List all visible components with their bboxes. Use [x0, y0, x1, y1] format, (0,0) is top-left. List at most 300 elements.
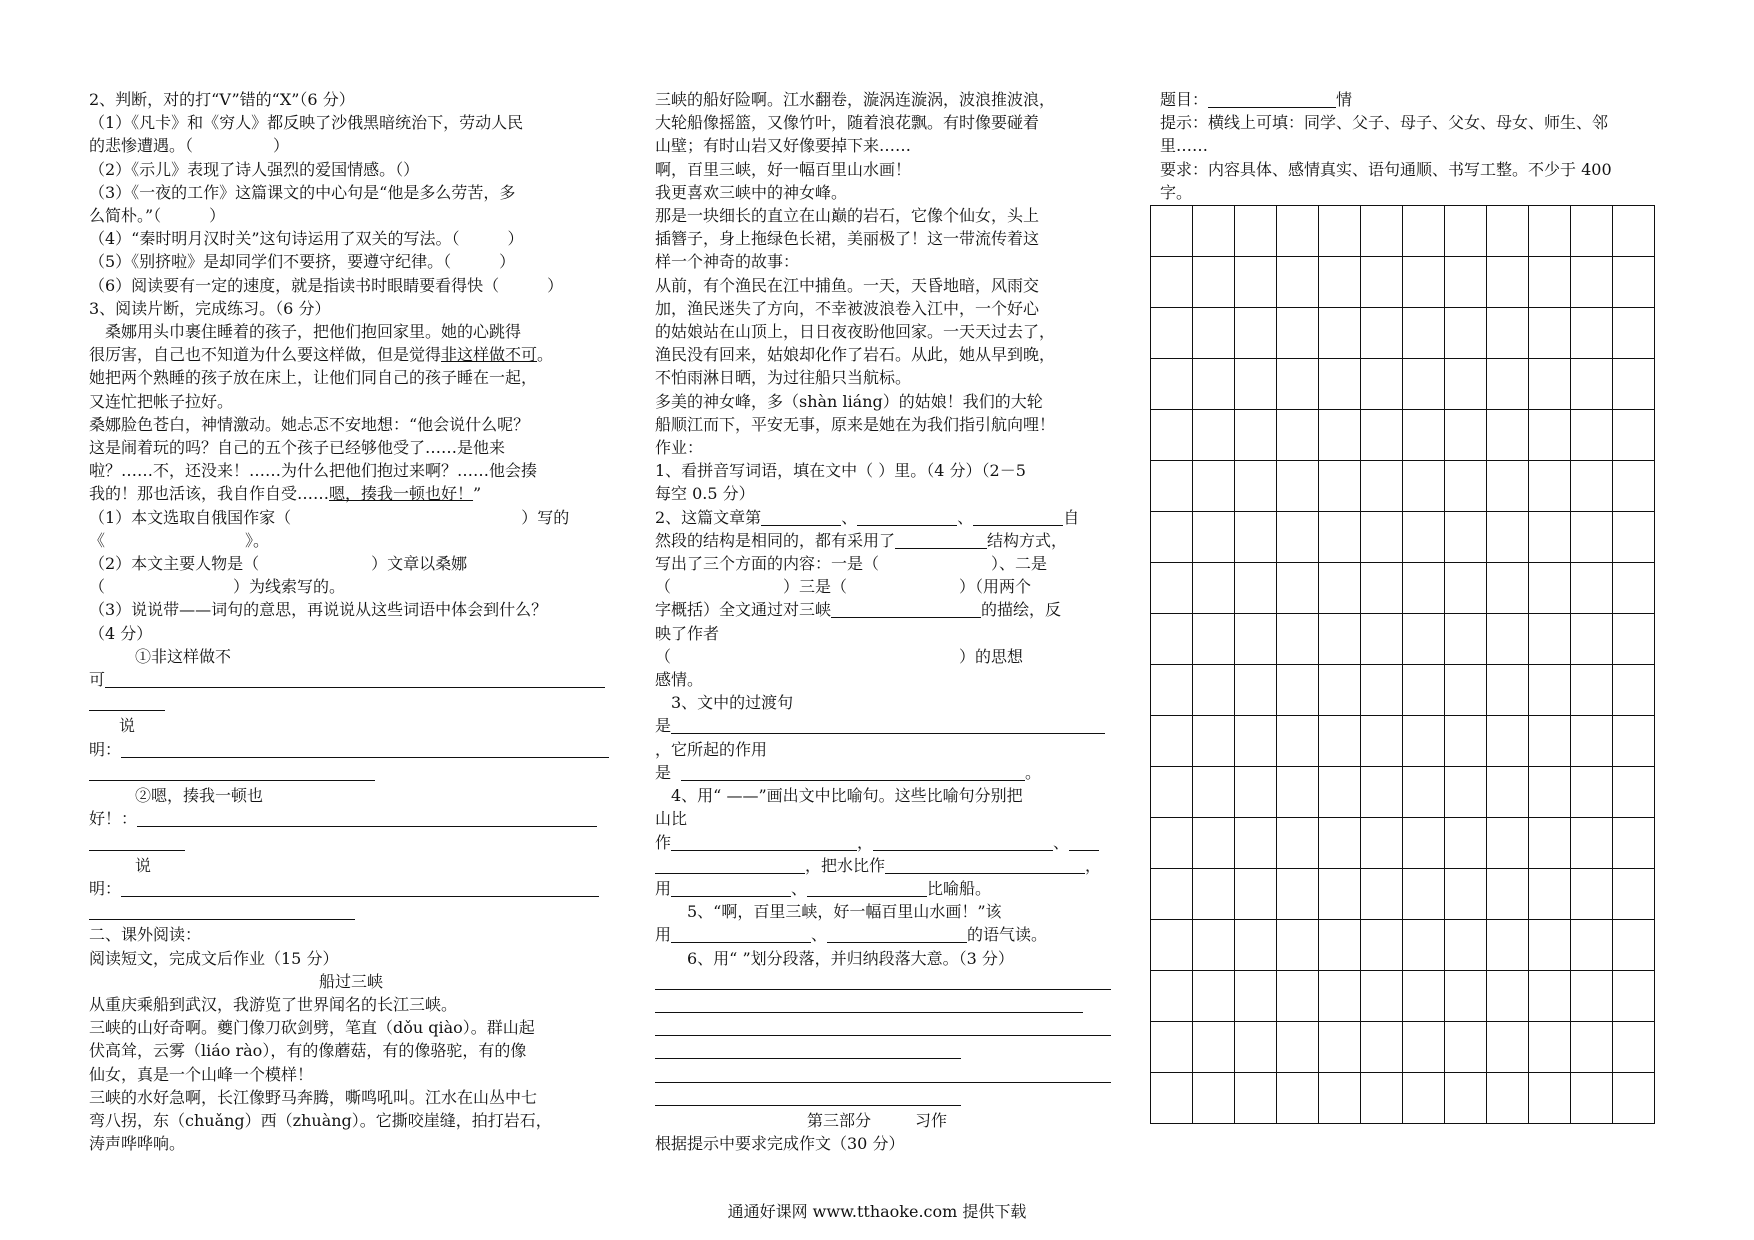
grid-cell[interactable] — [1445, 410, 1487, 461]
grid-cell[interactable] — [1445, 716, 1487, 767]
grid-cell[interactable] — [1613, 206, 1655, 257]
grid-cell[interactable] — [1403, 461, 1445, 512]
grid-cell[interactable] — [1319, 665, 1361, 716]
grid-cell[interactable] — [1613, 461, 1655, 512]
article-line: 渔民没有回来，姑娘却化作了岩石。从此，她从早到晚， — [655, 345, 1056, 365]
q2-item: 的悲惨遭遇。（ ） — [89, 136, 290, 156]
article-title: 船过三峡 — [318, 971, 383, 991]
article-line: 多美的神女峰，多（shàn liáng）的姑娘！我们的大轮 — [655, 391, 1043, 411]
grid-cell[interactable] — [1193, 461, 1235, 512]
q2-item: （6）阅读要有一定的速度，就是指读书时眼睛要看得快（ ） — [89, 275, 564, 295]
grid-cell[interactable] — [1403, 1073, 1445, 1124]
grid-cell[interactable] — [1361, 1073, 1403, 1124]
grid-cell[interactable] — [1151, 461, 1193, 512]
grid-cell[interactable] — [1445, 512, 1487, 563]
grid-cell[interactable] — [1151, 920, 1193, 971]
sub-question-3: （4 分） — [89, 623, 153, 643]
grid-cell[interactable] — [1445, 359, 1487, 410]
grid-cell[interactable] — [1613, 512, 1655, 563]
passage-line: 我的！那也活该，我自作自受……嗯，揍我一顿也好！” — [89, 484, 482, 504]
answer-line[interactable] — [655, 1039, 1115, 1062]
answer-line[interactable] — [655, 1086, 1115, 1109]
grid-cell[interactable] — [1487, 257, 1529, 308]
grid-cell[interactable] — [1487, 206, 1529, 257]
grid-cell[interactable] — [1319, 461, 1361, 512]
grid-cell[interactable] — [1613, 665, 1655, 716]
grid-cell[interactable] — [1529, 767, 1571, 818]
grid-cell[interactable] — [1193, 1022, 1235, 1073]
grid-cell[interactable] — [1529, 716, 1571, 767]
grid-cell[interactable] — [1529, 665, 1571, 716]
grid-cell[interactable] — [1571, 767, 1613, 818]
part2-sub: 阅读短文，完成文后作业（15 分） — [89, 948, 339, 968]
grid-cell[interactable] — [1319, 512, 1361, 563]
grid-cell[interactable] — [1193, 869, 1235, 920]
hw4[interactable]: 用 、 比喻船。 — [655, 878, 992, 898]
grid-cell[interactable] — [1361, 971, 1403, 1022]
grid-cell[interactable] — [1151, 512, 1193, 563]
grid-cell[interactable] — [1571, 257, 1613, 308]
grid-cell[interactable] — [1319, 1073, 1361, 1124]
grid-cell[interactable] — [1235, 206, 1277, 257]
hw3[interactable]: 是 。 — [655, 762, 1042, 782]
grid-cell[interactable] — [1445, 818, 1487, 869]
grid-cell[interactable] — [1319, 257, 1361, 308]
grid-cell[interactable] — [1235, 767, 1277, 818]
grid-cell[interactable] — [1571, 971, 1613, 1022]
grid-cell[interactable] — [1361, 512, 1403, 563]
grid-cell[interactable] — [1193, 359, 1235, 410]
grid-cell[interactable] — [1529, 920, 1571, 971]
grid-cell[interactable] — [1319, 818, 1361, 869]
grid-cell[interactable] — [1487, 512, 1529, 563]
grid-cell[interactable] — [1235, 665, 1277, 716]
passage-line: 很厉害，自己也不知道为什么要这样做，但是觉得非这样做不可。 — [89, 345, 554, 365]
grid-cell[interactable] — [1361, 257, 1403, 308]
grid-cell[interactable] — [1193, 257, 1235, 308]
grid-cell[interactable] — [1571, 410, 1613, 461]
grid-cell[interactable] — [1235, 563, 1277, 614]
grid-cell[interactable] — [1193, 512, 1235, 563]
grid-cell[interactable] — [1319, 920, 1361, 971]
grid-cell[interactable] — [1235, 308, 1277, 359]
grid-cell[interactable] — [1445, 614, 1487, 665]
grid-cell[interactable] — [1235, 410, 1277, 461]
grid-cell[interactable] — [1193, 614, 1235, 665]
grid-cell[interactable] — [1613, 563, 1655, 614]
grid-cell[interactable] — [1571, 1073, 1613, 1124]
grid-cell[interactable] — [1361, 563, 1403, 614]
grid-cell[interactable] — [1571, 920, 1613, 971]
grid-cell[interactable] — [1235, 920, 1277, 971]
grid-cell[interactable] — [1613, 869, 1655, 920]
grid-cell[interactable] — [1571, 308, 1613, 359]
grid-cell[interactable] — [1613, 1022, 1655, 1073]
grid-cell[interactable] — [1277, 461, 1319, 512]
grid-cell[interactable] — [1487, 614, 1529, 665]
answer-line[interactable]: 明： — [89, 738, 613, 761]
hw4[interactable]: ，把水比作 ， — [655, 854, 1115, 877]
hw3: 3、文中的过渡句 — [655, 693, 794, 713]
grid-cell[interactable] — [1361, 716, 1403, 767]
grid-cell[interactable] — [1445, 461, 1487, 512]
hw3[interactable]: 是 — [655, 714, 1115, 737]
grid-cell[interactable] — [1445, 1022, 1487, 1073]
grid-cell[interactable] — [1529, 971, 1571, 1022]
sub-question-3: （3）说说带——词句的意思，再说说从这些词语中体会到什么？ — [89, 600, 548, 620]
grid-cell[interactable] — [1445, 1073, 1487, 1124]
explain-label: 说 — [119, 716, 136, 736]
hw6: 6、用“ ”划分段落，并归纳段落大意。（3 分） — [655, 948, 1014, 968]
grid-cell[interactable] — [1151, 257, 1193, 308]
grid-cell[interactable] — [1529, 359, 1571, 410]
grid-cell[interactable] — [1529, 614, 1571, 665]
grid-cell[interactable] — [1361, 818, 1403, 869]
grid-cell[interactable] — [1277, 563, 1319, 614]
q2-item: 么简朴。”（ ） — [89, 206, 226, 226]
grid-cell[interactable] — [1445, 563, 1487, 614]
grid-cell[interactable] — [1277, 767, 1319, 818]
grid-cell[interactable] — [1151, 818, 1193, 869]
grid-cell[interactable] — [1361, 359, 1403, 410]
writing-grid[interactable] — [1150, 205, 1655, 1124]
grid-cell[interactable] — [1487, 359, 1529, 410]
grid-cell[interactable] — [1277, 665, 1319, 716]
answer-line[interactable] — [89, 761, 613, 784]
hw2: 感情。 — [655, 670, 704, 690]
grid-cell[interactable] — [1319, 971, 1361, 1022]
grid-cell[interactable] — [1445, 206, 1487, 257]
grid-cell[interactable] — [1277, 716, 1319, 767]
article-line: 仙女，真是一个山峰一个模样！ — [89, 1064, 314, 1084]
grid-cell[interactable] — [1235, 614, 1277, 665]
grid-cell[interactable] — [1361, 410, 1403, 461]
passage-line: 桑娜用头巾裹住睡着的孩子，把他们抱回家里。她的心跳得 — [89, 322, 522, 342]
hw2[interactable]: 2、这篇文章第 、 、 自 — [655, 507, 1080, 527]
hw2[interactable]: 字概括）全文通过对三峡 的描绘，反 — [655, 600, 1062, 620]
homework-label: 作业： — [655, 438, 704, 458]
grid-cell[interactable] — [1613, 716, 1655, 767]
grid-cell[interactable] — [1613, 1073, 1655, 1124]
grid-cell[interactable] — [1571, 563, 1613, 614]
grid-cell[interactable] — [1613, 614, 1655, 665]
grid-cell[interactable] — [1151, 308, 1193, 359]
grid-cell[interactable] — [1361, 461, 1403, 512]
grid-cell[interactable] — [1445, 665, 1487, 716]
grid-cell[interactable] — [1613, 971, 1655, 1022]
passage-line: 又连忙把帐子拉好。 — [89, 391, 234, 411]
grid-cell[interactable] — [1529, 257, 1571, 308]
grid-cell[interactable] — [1193, 767, 1235, 818]
article-line: 船顺江而下，平安无事，原来是她在为我们指引航向哩！ — [655, 414, 1056, 434]
grid-cell[interactable] — [1151, 971, 1193, 1022]
article-line: 样一个神奇的故事： — [655, 252, 800, 272]
right-column — [1160, 88, 1690, 204]
grid-cell[interactable] — [1445, 308, 1487, 359]
grid-cell[interactable] — [1613, 410, 1655, 461]
grid-cell[interactable] — [1571, 206, 1613, 257]
grid-cell[interactable] — [1235, 869, 1277, 920]
grid-cell[interactable] — [1403, 359, 1445, 410]
passage-line: 她把两个熟睡的孩子放在床上，让他们同自己的孩子睡在一起， — [89, 368, 538, 388]
grid-cell[interactable] — [1277, 257, 1319, 308]
article-line: 我更喜欢三峡中的神女峰。 — [655, 182, 848, 202]
grid-cell[interactable] — [1361, 206, 1403, 257]
grid-cell[interactable] — [1613, 920, 1655, 971]
grid-cell[interactable] — [1193, 971, 1235, 1022]
grid-cell[interactable] — [1445, 257, 1487, 308]
article-line: 伏高耸，云雾（liáo rào），有的像蘑菇，有的像骆驼，有的像 — [89, 1041, 527, 1061]
grid-cell[interactable] — [1529, 461, 1571, 512]
grid-cell[interactable] — [1277, 869, 1319, 920]
grid-cell[interactable] — [1277, 1073, 1319, 1124]
grid-cell[interactable] — [1613, 767, 1655, 818]
grid-cell[interactable] — [1487, 1073, 1529, 1124]
item-1: ①非这样做不 — [135, 646, 232, 666]
answer-line[interactable] — [655, 1063, 1115, 1086]
grid-cell[interactable] — [1613, 359, 1655, 410]
grid-cell[interactable] — [1193, 308, 1235, 359]
item-2: ②嗯，揍我一顿也 — [135, 786, 264, 806]
grid-cell[interactable] — [1403, 206, 1445, 257]
grid-cell[interactable] — [1403, 920, 1445, 971]
grid-cell[interactable] — [1403, 1022, 1445, 1073]
grid-cell[interactable] — [1193, 665, 1235, 716]
article-line: 不怕雨淋日晒，为过往船只当航标。 — [655, 368, 912, 388]
hw4[interactable]: 作 ， 、 — [655, 831, 1115, 854]
grid-cell[interactable] — [1613, 818, 1655, 869]
grid-cell[interactable] — [1571, 869, 1613, 920]
q2-item: （1）《凡卡》和《穷人》都反映了沙俄黑暗统治下，劳动人民 — [89, 113, 524, 133]
grid-cell[interactable] — [1361, 767, 1403, 818]
hw4: 山比 — [655, 809, 688, 829]
grid-cell[interactable] — [1403, 563, 1445, 614]
grid-cell[interactable] — [1151, 563, 1193, 614]
grid-cell[interactable] — [1235, 359, 1277, 410]
grid-cell[interactable] — [1487, 461, 1529, 512]
grid-cell[interactable] — [1235, 1022, 1277, 1073]
grid-cell[interactable] — [1319, 614, 1361, 665]
grid-cell[interactable] — [1361, 308, 1403, 359]
grid-cell[interactable] — [1277, 206, 1319, 257]
grid-cell[interactable] — [1319, 410, 1361, 461]
explain-label: 说 — [135, 855, 152, 875]
grid-cell[interactable] — [1403, 767, 1445, 818]
grid-cell[interactable] — [1319, 869, 1361, 920]
grid-cell[interactable] — [1319, 767, 1361, 818]
grid-cell[interactable] — [1529, 1073, 1571, 1124]
grid-cell[interactable] — [1571, 614, 1613, 665]
grid-cell[interactable] — [1487, 410, 1529, 461]
hw2: （ ）三是（ ）（用两个 — [655, 577, 1032, 597]
sub-question-2: （ ）为线索写的。 — [89, 577, 346, 597]
article-line: 弯八拐，东（chuǎng）西（zhuàng）。它撕咬崖缝，拍打岩石， — [89, 1110, 552, 1130]
article-line: 从前，有个渔民在江中捕鱼。一天，天昏地暗，风雨交 — [655, 275, 1040, 295]
grid-cell[interactable] — [1361, 614, 1403, 665]
grid-cell[interactable] — [1445, 971, 1487, 1022]
grid-cell[interactable] — [1151, 716, 1193, 767]
grid-cell[interactable] — [1235, 716, 1277, 767]
grid-cell[interactable] — [1319, 308, 1361, 359]
grid-cell[interactable] — [1151, 359, 1193, 410]
grid-cell[interactable] — [1571, 716, 1613, 767]
grid-cell[interactable] — [1235, 971, 1277, 1022]
answer-line[interactable] — [655, 1016, 1115, 1039]
grid-cell[interactable] — [1235, 257, 1277, 308]
grid-cell[interactable] — [1151, 665, 1193, 716]
answer-line[interactable] — [89, 900, 613, 923]
article-line: 三峡的水好急啊，长江像野马奔腾，嘶鸣吼叫。江水在山丛中七 — [89, 1087, 538, 1107]
sub-question-1-book: 《 》。 — [89, 530, 270, 550]
grid-cell[interactable] — [1403, 512, 1445, 563]
grid-cell[interactable] — [1529, 206, 1571, 257]
grid-cell[interactable] — [1193, 920, 1235, 971]
grid-cell[interactable] — [1193, 206, 1235, 257]
grid-cell[interactable] — [1361, 869, 1403, 920]
grid-cell[interactable] — [1151, 767, 1193, 818]
grid-cell[interactable] — [1403, 818, 1445, 869]
hw5[interactable]: 用 、 的语气读。 — [655, 925, 1048, 945]
grid-cell[interactable] — [1445, 920, 1487, 971]
grid-cell[interactable] — [1613, 257, 1655, 308]
article-line: 涛声哗哗响。 — [89, 1134, 186, 1154]
part3-instruction: 根据提示中要求完成作文（30 分） — [655, 1134, 905, 1154]
answer-line[interactable] — [655, 993, 1115, 1016]
grid-cell[interactable] — [1613, 308, 1655, 359]
grid-cell[interactable] — [1487, 563, 1529, 614]
grid-cell[interactable] — [1571, 461, 1613, 512]
grid-cell[interactable] — [1277, 614, 1319, 665]
grid-cell[interactable] — [1487, 818, 1529, 869]
grid-cell[interactable] — [1487, 1022, 1529, 1073]
q2-item: （3）《一夜的工作》这篇课文的中心句是“他是多么劳苦，多 — [89, 182, 516, 202]
left-column — [89, 88, 613, 1155]
grid-cell[interactable] — [1319, 563, 1361, 614]
grid-cell[interactable] — [1277, 308, 1319, 359]
grid-cell[interactable] — [1487, 971, 1529, 1022]
grid-cell[interactable] — [1403, 716, 1445, 767]
grid-cell[interactable] — [1319, 716, 1361, 767]
grid-cell[interactable] — [1277, 1022, 1319, 1073]
grid-cell[interactable] — [1571, 665, 1613, 716]
grid-cell[interactable] — [1151, 206, 1193, 257]
grid-cell[interactable] — [1529, 410, 1571, 461]
hw1: 每空 0.5 分） — [655, 484, 755, 504]
grid-cell[interactable] — [1151, 410, 1193, 461]
hw2: （ ）的思想 — [655, 646, 1024, 666]
part3-title: 第三部分 习作 — [807, 1110, 948, 1130]
q3-title: 3、阅读片断，完成练习。（6 分） — [89, 298, 331, 318]
footer: 通通好课网 www.tthaoke.com 提供下载 — [727, 1202, 1027, 1221]
grid-cell[interactable] — [1277, 410, 1319, 461]
grid-cell[interactable] — [1277, 512, 1319, 563]
q2-item: （5）《别挤啦》是却同学们不要挤，要遵守纪律。（ ） — [89, 252, 516, 272]
passage-line: 桑娜脸色苍白，神情激动。她忐忑不安地想：“他会说什么呢？ — [89, 414, 530, 434]
grid-cell[interactable] — [1193, 818, 1235, 869]
article-line: 插簪子，身上拖绿色长裙，美丽极了！这一带流传着这 — [655, 229, 1040, 249]
grid-cell[interactable] — [1193, 410, 1235, 461]
grid-cell[interactable] — [1529, 818, 1571, 869]
grid-cell[interactable] — [1487, 920, 1529, 971]
essay-title[interactable]: 题目： 情 — [1160, 90, 1353, 109]
grid-cell[interactable] — [1487, 767, 1529, 818]
essay-hint: 提示：横线上可填：同学、父子、母子、父女、母女、师生、邻 — [1160, 113, 1609, 133]
grid-cell[interactable] — [1529, 512, 1571, 563]
grid-cell[interactable] — [1277, 359, 1319, 410]
grid-cell[interactable] — [1529, 563, 1571, 614]
grid-cell[interactable] — [1151, 1022, 1193, 1073]
grid-cell[interactable] — [1403, 257, 1445, 308]
grid-cell[interactable] — [1235, 818, 1277, 869]
answer-line[interactable]: 明： — [89, 877, 613, 900]
grid-cell[interactable] — [1319, 1022, 1361, 1073]
grid-cell[interactable] — [1529, 1022, 1571, 1073]
grid-cell[interactable] — [1487, 308, 1529, 359]
grid-cell[interactable] — [1193, 1073, 1235, 1124]
grid-cell[interactable] — [1151, 614, 1193, 665]
grid-cell[interactable] — [1403, 971, 1445, 1022]
grid-cell[interactable] — [1571, 818, 1613, 869]
grid-cell[interactable] — [1403, 869, 1445, 920]
article-line: 山壁；有时山岩又好像要掉下来…… — [655, 136, 912, 156]
grid-cell[interactable] — [1445, 869, 1487, 920]
grid-cell[interactable] — [1403, 614, 1445, 665]
grid-cell[interactable] — [1151, 1073, 1193, 1124]
article-line: 三峡的山好奇啊。夔门像刀砍剑劈，笔直（dǒu qiào）。群山起 — [89, 1018, 535, 1038]
grid-cell[interactable] — [1235, 461, 1277, 512]
middle-column — [655, 88, 1115, 1155]
grid-cell[interactable] — [1277, 920, 1319, 971]
answer-line[interactable]: 可 — [89, 668, 613, 691]
essay-requirement: 字。 — [1160, 182, 1193, 202]
hw2: 写出了三个方面的内容：一是（ ）、二是 — [655, 554, 1048, 574]
answer-line[interactable] — [89, 831, 613, 854]
hw3: ，它所起的作用 — [655, 739, 768, 759]
grid-cell[interactable] — [1277, 818, 1319, 869]
grid-cell[interactable] — [1193, 716, 1235, 767]
grid-cell[interactable] — [1403, 665, 1445, 716]
grid-cell[interactable] — [1487, 716, 1529, 767]
grid-cell[interactable] — [1487, 665, 1529, 716]
grid-cell[interactable] — [1151, 869, 1193, 920]
grid-cell[interactable] — [1361, 665, 1403, 716]
grid-cell[interactable] — [1571, 359, 1613, 410]
answer-line[interactable]: 好！： — [89, 807, 613, 830]
grid-cell[interactable] — [1571, 512, 1613, 563]
grid-cell[interactable] — [1445, 767, 1487, 818]
grid-cell[interactable] — [1529, 869, 1571, 920]
grid-cell[interactable] — [1529, 308, 1571, 359]
grid-cell[interactable] — [1277, 971, 1319, 1022]
grid-cell[interactable] — [1193, 563, 1235, 614]
grid-cell[interactable] — [1235, 512, 1277, 563]
grid-cell[interactable] — [1403, 308, 1445, 359]
grid-cell[interactable] — [1571, 1022, 1613, 1073]
article-line: 的姑娘站在山顶上，日日夜夜盼他回家。一天天过去了， — [655, 322, 1056, 342]
grid-cell[interactable] — [1235, 1073, 1277, 1124]
grid-cell[interactable] — [1487, 869, 1529, 920]
hw2[interactable]: 然段的结构是相同的，都有采用了 结构方式， — [655, 530, 1068, 550]
grid-cell[interactable] — [1361, 920, 1403, 971]
grid-cell[interactable] — [1361, 1022, 1403, 1073]
article-line: 加，渔民迷失了方向，不幸被波浪卷入江中，一个好心 — [655, 298, 1040, 318]
answer-line[interactable] — [655, 970, 1115, 993]
grid-cell[interactable] — [1319, 206, 1361, 257]
grid-cell[interactable] — [1319, 359, 1361, 410]
grid-cell[interactable] — [1403, 410, 1445, 461]
answer-line[interactable] — [89, 691, 613, 714]
hw2: 映了作者 — [655, 623, 720, 643]
